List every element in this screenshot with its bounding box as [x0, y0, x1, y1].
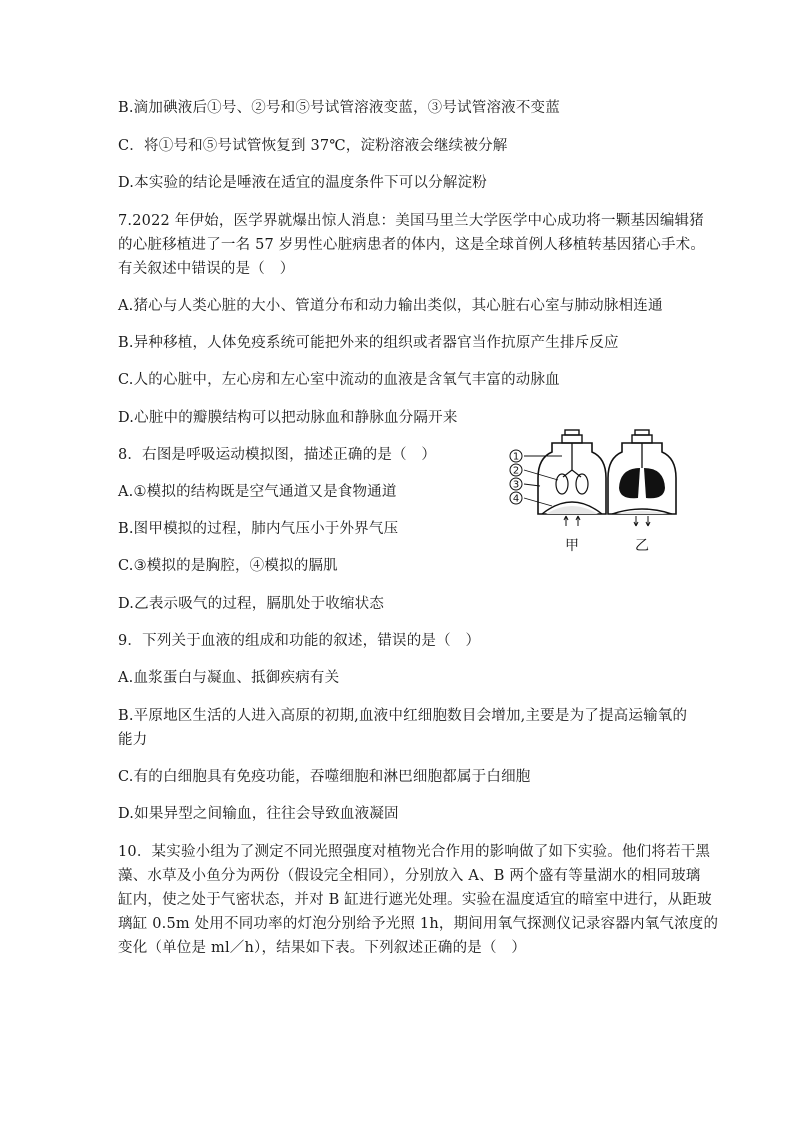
breathing-model-figure	[506, 428, 686, 558]
q10-stem-line-4: 璃缸 0.5m 处用不同功率的灯泡分别给予光照 1h，期间用氧气探测仪记录容器内氧气浓度的	[118, 916, 719, 932]
q8-option-c: C.③模拟的是胸腔，④模拟的膈肌	[118, 558, 338, 574]
q9-option-d: D.如果异型之间输血，往往会导致血液凝固	[118, 806, 399, 822]
figure-label-2: 2	[512, 465, 520, 477]
q10-stem-line-3: 缸内，使之处于气密状态，并对 B 缸进行遮光处理。实验在温度适宜的暗室中进行，从距玻	[118, 892, 712, 908]
q8-option-a: A.①模拟的结构既是空气通道又是食物通道	[118, 484, 397, 500]
q8-stem: 8．右图是呼吸运动模拟图，描述正确的是（ ）	[118, 447, 437, 463]
q6-option-c: C．将①号和⑤号试管恢复到 37℃，淀粉溶液会继续被分解	[118, 138, 508, 154]
q10-stem-line-1: 10．某实验小组为了测定不同光照强度对植物光合作用的影响做了如下实验。他们将若干黑	[118, 844, 711, 860]
q7-stem-line-3: 有关叙述中错误的是（ ）	[118, 261, 295, 277]
figure-label-1: 1	[512, 451, 520, 463]
q7-option-a: A.猪心与人类心脏的大小、管道分布和动力输出类似，其心脏右心室与肺动脉相连通	[118, 298, 663, 314]
q10-stem-line-2: 藻、水草及小鱼分为两份（假设完全相同），分别放入 A、B 两个盛有等量湖水的相同玻璃	[118, 868, 701, 884]
q7-option-d: D.心脏中的瓣膜结构可以把动脉血和静脉血分隔开来	[118, 410, 458, 426]
q9-option-c: C.有的白细胞具有免疫功能，吞噬细胞和淋巴细胞都属于白细胞	[118, 769, 531, 785]
jar-jia	[510, 430, 606, 554]
q10-stem-line-5: 变化（单位是 ml／h），结果如下表。下列叙述正确的是（ ）	[118, 940, 527, 956]
q6-option-b: B.滴加碘液后①号、②号和⑤号试管溶液变蓝，③号试管溶液不变蓝	[118, 100, 560, 116]
q8-option-d: D.乙表示吸气的过程，膈肌处于收缩状态	[118, 596, 385, 612]
q7-stem-line-1: 7.2022 年伊始，医学界就爆出惊人消息：美国马里兰大学医学中心成功将一颗基因编辑猪	[118, 213, 704, 229]
q9-option-b-line-2: 能力	[118, 732, 148, 748]
q9-stem: 9．下列关于血液的组成和功能的叙述，错误的是（ ）	[118, 633, 481, 649]
figure-label-3: 3	[512, 479, 520, 491]
figure-caption-yi: 乙	[635, 538, 649, 554]
q7-option-b: B.异种移植，人体免疫系统可能把外来的组织或者器官当作抗原产生排斥反应	[118, 335, 619, 351]
q8-option-b: B.图甲模拟的过程，肺内气压小于外界气压	[118, 521, 399, 537]
q6-option-d: D.本实验的结论是唾液在适宜的温度条件下可以分解淀粉	[118, 175, 487, 191]
q7-option-c: C.人的心脏中，左心房和左心室中流动的血液是含氧气丰富的动脉血	[118, 372, 560, 388]
figure-label-4: 4	[512, 493, 520, 505]
jar-yi	[608, 430, 676, 554]
q9-option-b-line-1: B.平原地区生活的人进入高原的初期,血液中红细胞数目会增加,主要是为了提高运输氧的	[118, 708, 688, 724]
q9-option-a: A.血浆蛋白与凝血、抵御疾病有关	[118, 670, 340, 686]
q7-stem-line-2: 的心脏移植进了一名 57 岁男性心脏病患者的体内，这是全球首例人移植转基因猪心手术。	[118, 237, 706, 253]
figure-caption-jia: 甲	[565, 538, 579, 554]
